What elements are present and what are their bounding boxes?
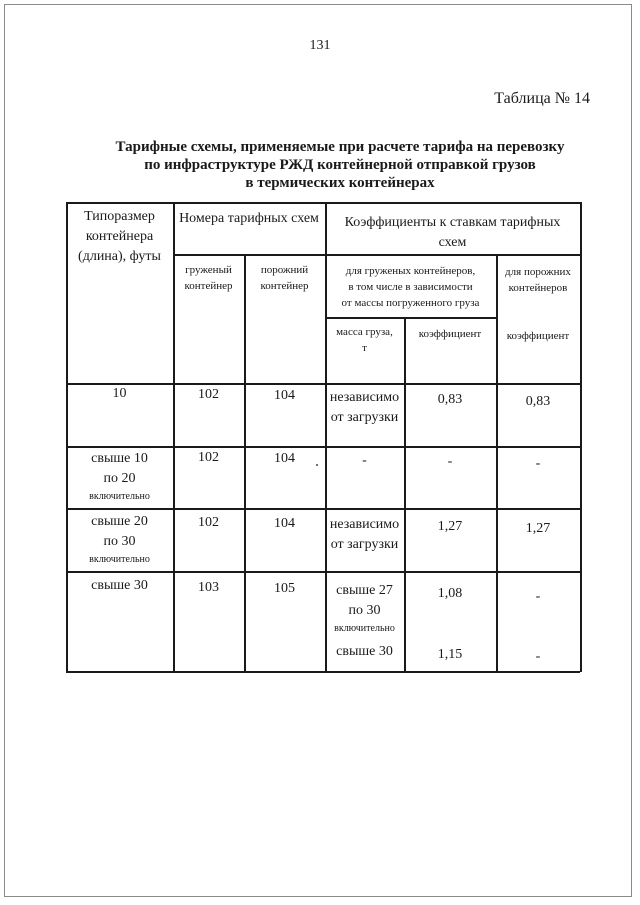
table-rule xyxy=(325,254,580,256)
table-rule xyxy=(404,317,406,672)
cell-empty-number: 104 xyxy=(274,516,295,531)
cell-mass: независимо от загрузки xyxy=(329,517,400,552)
header-container-size: Типоразмер контейнера (длина), футы xyxy=(78,209,161,264)
header-loaded-container: груженый контейнер xyxy=(184,264,233,292)
title-line: по инфраструктуре РЖД контейнерной отправкой грузов xyxy=(144,157,536,173)
cell-loaded-number: 102 xyxy=(198,515,219,530)
cell-size: 10 xyxy=(112,386,127,401)
cell-coef-loaded: 1,08 xyxy=(437,586,463,601)
cell-size: свыше 10 по 20 включительно xyxy=(89,451,150,502)
cell-coef-loaded-2: 1,15 xyxy=(437,647,463,662)
table-rule xyxy=(66,446,580,448)
cell-loaded-number: 103 xyxy=(198,580,219,595)
header-coefficient: коэффициент xyxy=(418,328,482,340)
cell-mass: независимо от загрузки xyxy=(329,390,400,425)
cell-empty-number: 104 xyxy=(274,388,295,403)
cell-loaded-number: 102 xyxy=(198,450,219,465)
table-rule xyxy=(66,571,580,573)
cell-empty-number: 104 xyxy=(274,451,295,466)
cell-mass: свыше 27 по 30 включительно xyxy=(334,583,395,634)
page-number: 131 xyxy=(309,38,331,53)
cell-coef-empty: 1,27 xyxy=(525,521,551,536)
cell-coef-empty-2: - xyxy=(535,649,541,664)
header-for-loaded: для груженых контейнеров, в том числе в зависимости от массы погруженного груза xyxy=(341,265,480,309)
cell-mass: - xyxy=(362,453,367,468)
scan-speck xyxy=(316,464,318,466)
cell-empty-number: 105 xyxy=(274,581,295,596)
table-rule xyxy=(66,508,580,510)
table-border-top xyxy=(66,202,580,204)
title-line: Тарифные схемы, применяемые при расчете тарифа на перевозку xyxy=(115,139,565,155)
header-for-empty: для порожних контейнеров xyxy=(505,266,571,294)
header-coefficient: коэффициент xyxy=(506,330,570,342)
header-empty-container: порожний контейнер xyxy=(260,264,309,292)
cell-size: свыше 30 xyxy=(91,578,148,593)
cell-size: свыше 20 по 30 включительно xyxy=(89,514,150,565)
title-line: в термических контейнерах xyxy=(245,175,435,191)
header-cargo-mass: масса груза, т xyxy=(336,326,393,354)
table-title xyxy=(90,138,590,192)
cell-loaded-number: 102 xyxy=(198,387,219,402)
table-rule xyxy=(173,254,325,256)
table-border-left xyxy=(66,202,68,672)
cell-mass-2: свыше 30 xyxy=(336,644,393,659)
cell-coef-loaded: - xyxy=(447,454,453,469)
cell-coef-loaded: 0,83 xyxy=(437,392,463,407)
table-border-bottom xyxy=(66,671,580,673)
table-border-right xyxy=(580,202,582,672)
header-tariff-numbers: Номера тарифных схем xyxy=(179,211,319,226)
cell-coef-empty: - xyxy=(535,589,541,604)
cell-coef-loaded: 1,27 xyxy=(437,519,463,534)
table-rule xyxy=(325,317,496,319)
cell-coef-empty: - xyxy=(535,456,541,471)
cell-coef-empty: 0,83 xyxy=(525,394,551,409)
header-coefficients: Коэффициенты к ставкам тарифных схем xyxy=(344,215,561,250)
table-label: Таблица № 14 xyxy=(494,90,590,107)
